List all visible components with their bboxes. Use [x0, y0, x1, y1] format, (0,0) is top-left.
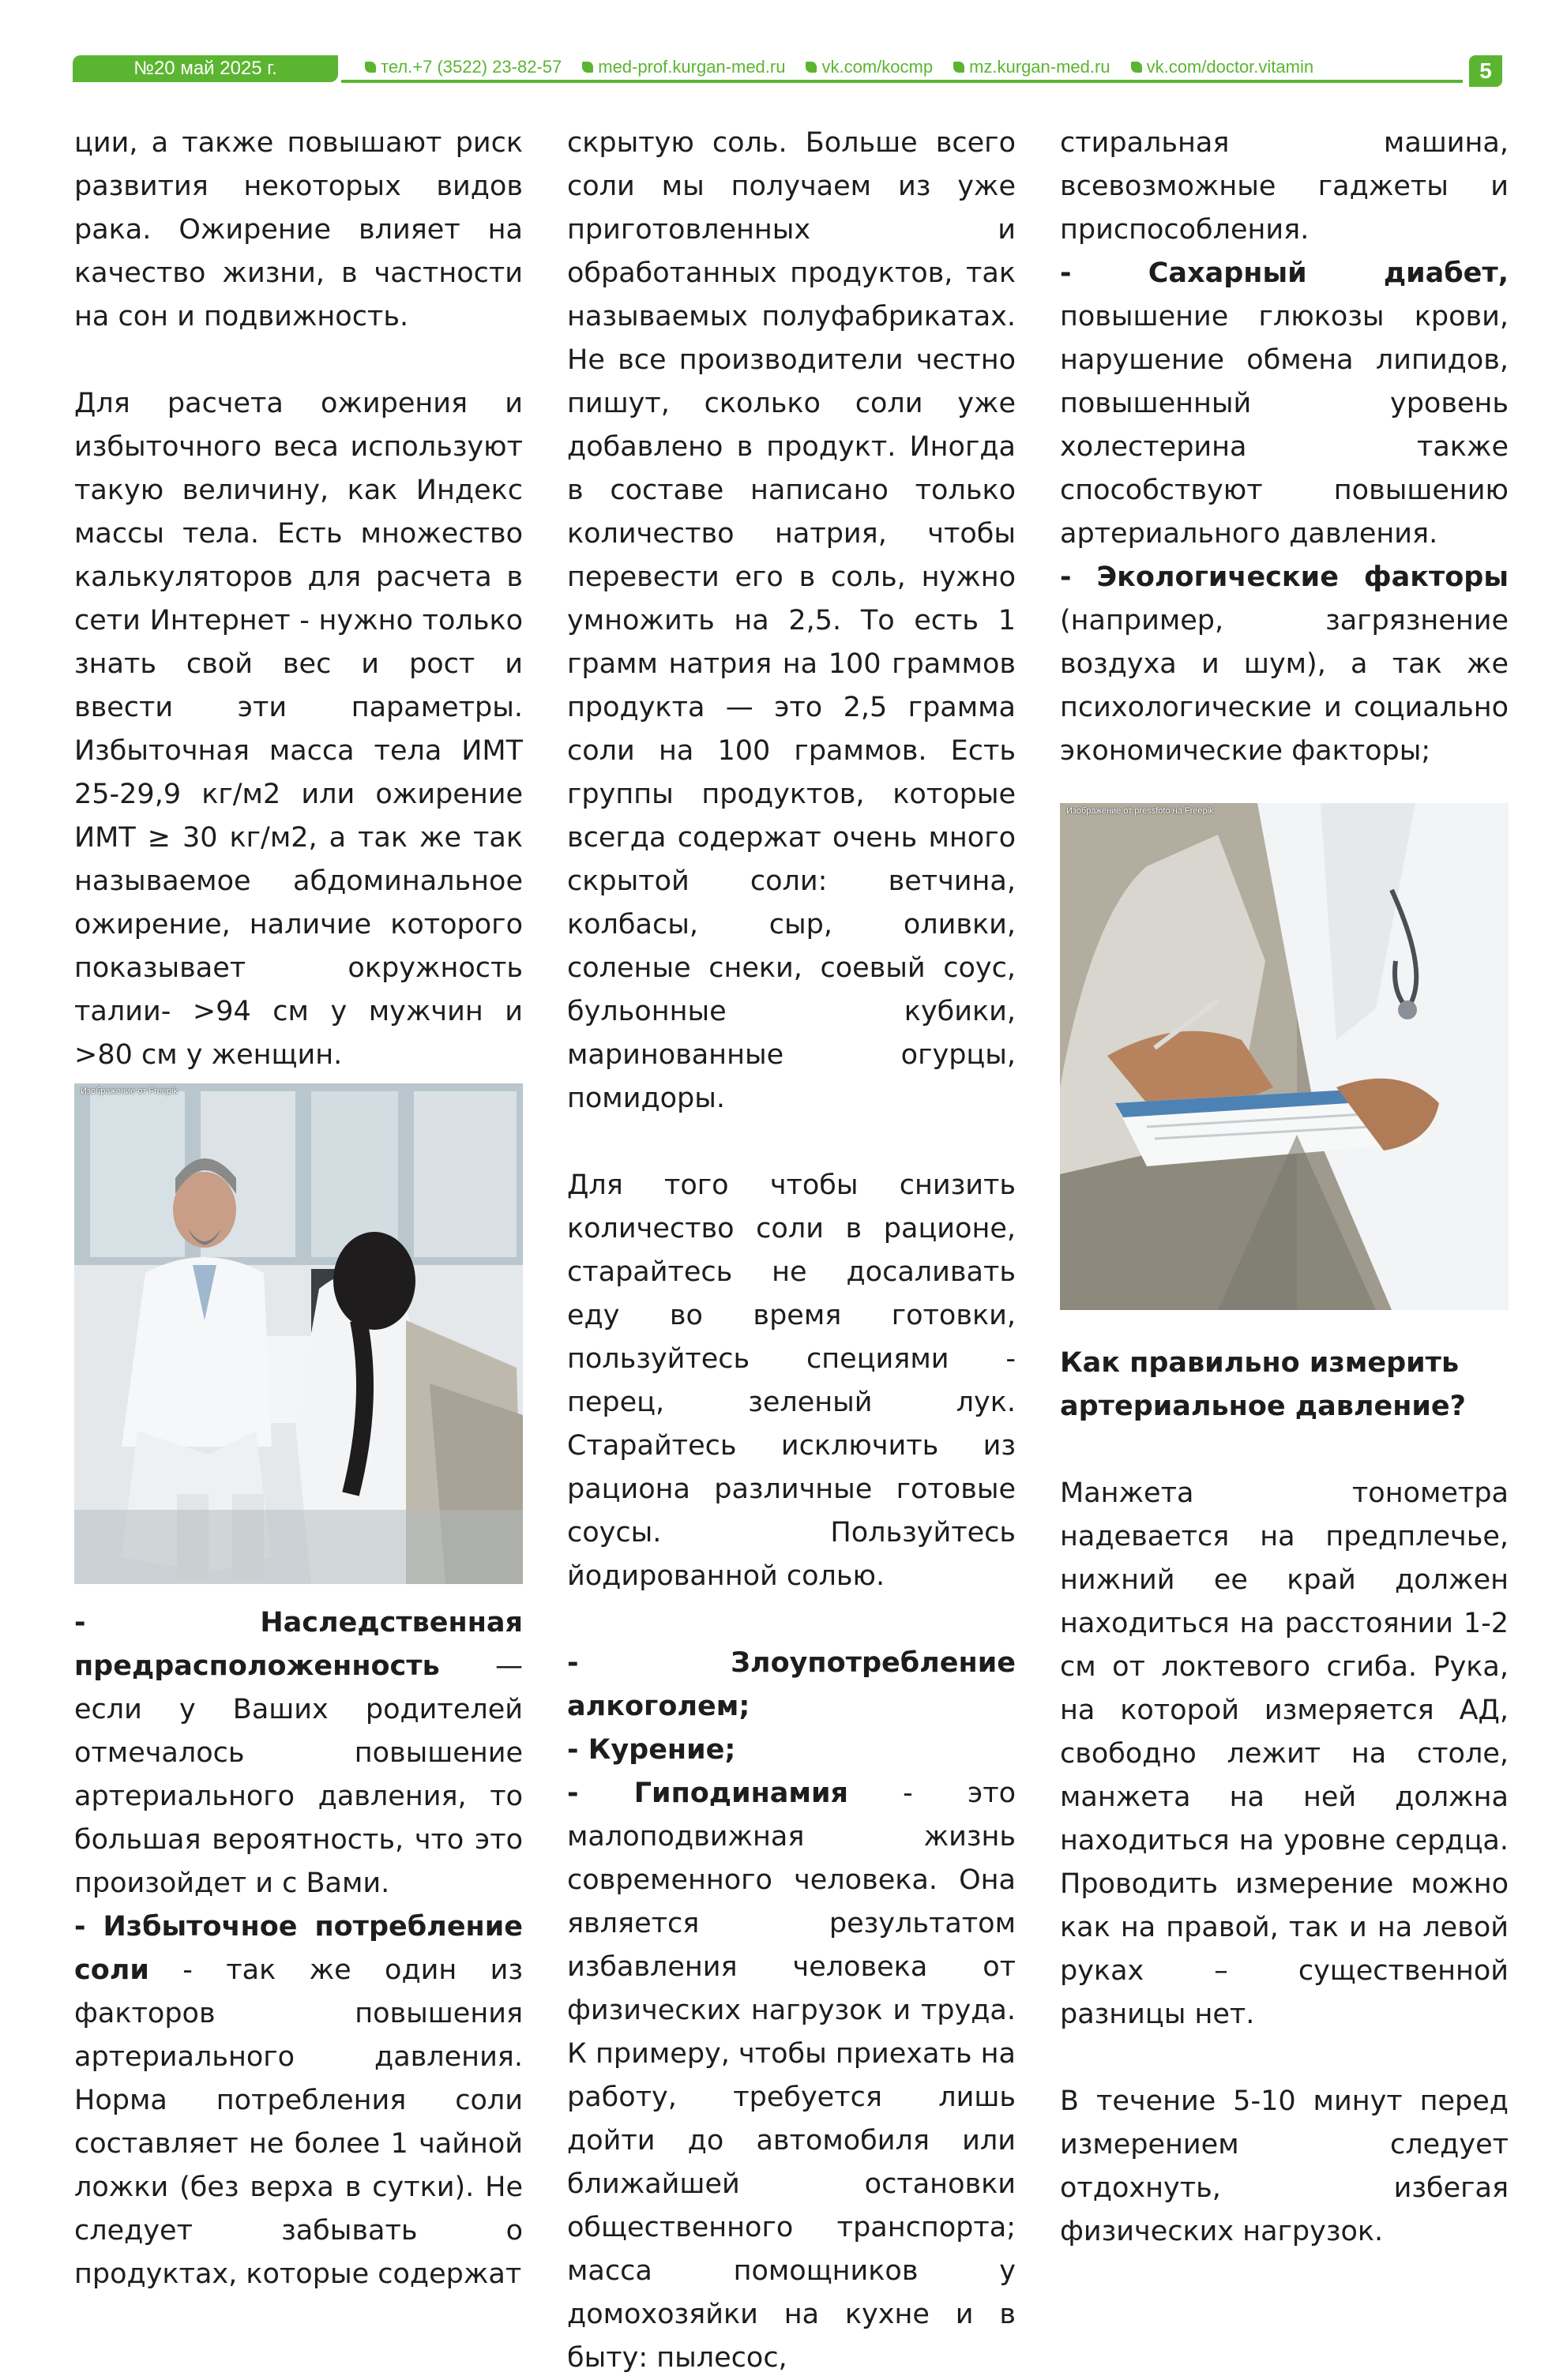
salt-lead: - Избыточное потребление соли [74, 1911, 523, 1986]
leaf-bullet-icon [365, 62, 376, 73]
paragraph-diabetes [1060, 252, 1509, 556]
section-heading-bp-measure: Как правильно измерить артериальное давление? [1060, 1347, 1466, 1422]
paragraph-salt [74, 1905, 523, 2296]
page-number: 5 [1469, 55, 1502, 87]
column-1 [74, 122, 523, 2296]
heredity-lead: - Наследственная предрасположенность [74, 1607, 523, 1682]
paragraph-appliances: стиральная машина, всевозможные гаджеты и приспособления. [1060, 127, 1509, 246]
item-alcohol: - Злоупотребление алкоголем; [567, 1647, 1016, 1722]
item-smoking: - Курение; [567, 1734, 736, 1766]
leaf-bullet-icon [582, 62, 593, 73]
contact-text[interactable]: mz.kurgan-med.ru [969, 57, 1110, 77]
paragraph-hidden-salt: скрытую соль. Больше всего соли мы получаем из уже приготовленных и обработанных продуктов, так называемых полуфабрикатах. Не все производители честно пишут, сколько соли уже добавлено в продукт. Иногда в составе написано только количество натрия, чтобы перевести его в соль, нужно умножить на 2,5. То есть 1 грамм натрия на 100 граммов продукта — это 2,5 грамма соли на 100 граммов. Есть группы продуктов, которые всегда содержат очень много скрытой соли: ветчина, колбасы, сыр, оливки, соленые снеки, соевый соус, бульонные кубики, маринованные огурцы, помидоры. [567, 127, 1016, 1114]
paragraph-heredity [74, 1601, 523, 1905]
photo-credit: Изображение от pressfoto на Freepik [1066, 806, 1214, 816]
contact-phone [365, 57, 562, 77]
leaf-bullet-icon [806, 62, 817, 73]
contact-text[interactable]: med-prof.kurgan-med.ru [598, 57, 786, 77]
photo-credit: Изображение от Freepik [81, 1087, 178, 1096]
contact-text[interactable]: vk.com/doctor.vitamin [1146, 57, 1314, 77]
contact-vk-kocmp[interactable] [806, 57, 933, 77]
contact-text[interactable]: vk.com/kocmp [821, 57, 934, 77]
eco-lead: - Экологические факторы [1060, 561, 1509, 593]
diabetes-text: повышение глюкозы крови, нарушение обмена липидов, повышенный уровень холестерина также способствуют повышению артериального давления. [1060, 301, 1509, 550]
paragraph-rest: В течение 5-10 минут перед измерением следует отдохнуть, избегая физических нагрузок. [1060, 2085, 1509, 2247]
hypodynamia-lead: - Гиподинамия [567, 1777, 849, 1809]
photo-doctor-consultation [74, 1083, 523, 1584]
header-rule [341, 80, 1463, 83]
paragraph-bmi: Для расчета ожирения и избыточного веса используют такую величину, как Индекс массы тела. Есть множество калькуляторов для расчета в сети Интернет - нужно только знать свой вес и рост и ввести эти параметры. Избыточная масса тела ИМТ 25-29,9 кг/м2 или ожирение ИМТ ≥ 30 кг/м2, а так же так называемое абдоминальное ожирение, наличие которого показывает окружность талии- >94 см у мужчин и >80 см у женщин. [74, 388, 523, 1071]
photo-doctor-clipboard [1060, 803, 1509, 1310]
paragraph-obesity-risk: ции, а также повышают риск развития некоторых видов рака. Ожирение влияет на качество жизни, в частности на сон и подвижность. [74, 127, 523, 332]
doctor-clipboard-image [1060, 803, 1509, 1310]
contact-text: тел.+7 (3522) 23-82-57 [381, 57, 562, 77]
column-3 [1060, 122, 1509, 2254]
contact-vk-doctor[interactable] [1131, 57, 1314, 77]
issue-badge: №20 май 2025 г. [73, 55, 338, 82]
paragraph-reduce-salt: Для того чтобы снизить количество соли в рационе, старайтесь не досаливать еду во время готовки, пользуйтесь специями - перец, зеленый лук. Старайтесь исключить из рациона различные готовые соусы. Пользуйтесь йодированной солью. [567, 1169, 1016, 1592]
contact-mz-site[interactable] [953, 57, 1110, 77]
paragraph-cuff: Манжета тонометра надевается на предплечье, нижний ее край должен находиться на расстоянии 1-2 см от локтевого сгиба. Рука, на которой измеряется АД, свободно лежит на столе, манжета на ней должна находиться на уровне сердца. Проводить измерение можно как на правой, так и на левой руках – существенной разницы нет. [1060, 1477, 1509, 2030]
contact-site[interactable] [582, 57, 785, 77]
salt-text: - так же один из факторов повышения артериального давления. Норма потребления соли составляет не более 1 чайной ложки (без верха в сутки). Не следует забывать о продуктах, которые содержат [74, 1954, 523, 2290]
diabetes-lead: - Сахарный диабет, [1060, 257, 1509, 289]
heredity-text: — если у Ваших родителей отмечалось повышение артериального давления, то большая вероятность, что это произойдет и с Вами. [74, 1650, 523, 1899]
doctor-consultation-image [74, 1083, 523, 1584]
eco-text: (например, загрязнение воздуха и шум), а так же психологические и социально экономические факторы; [1060, 605, 1509, 767]
leaf-bullet-icon [1131, 62, 1142, 73]
header-contacts [365, 55, 1313, 79]
column-2 [567, 122, 1016, 2380]
paragraph-eco-factors [1060, 556, 1509, 773]
paragraph-hypodynamia [567, 1772, 1016, 2380]
hypodynamia-text: - это малоподвижная жизнь современного человека. Она является результатом избавления человека от физических нагрузок и труда. К примеру, чтобы приехать на работу, требуется лишь дойти до автомобиля или ближайшей остановки общественного транспорта; масса помощников у домохозяйки на кухне и в быту: пылесос, [567, 1777, 1016, 2374]
leaf-bullet-icon [953, 62, 964, 73]
